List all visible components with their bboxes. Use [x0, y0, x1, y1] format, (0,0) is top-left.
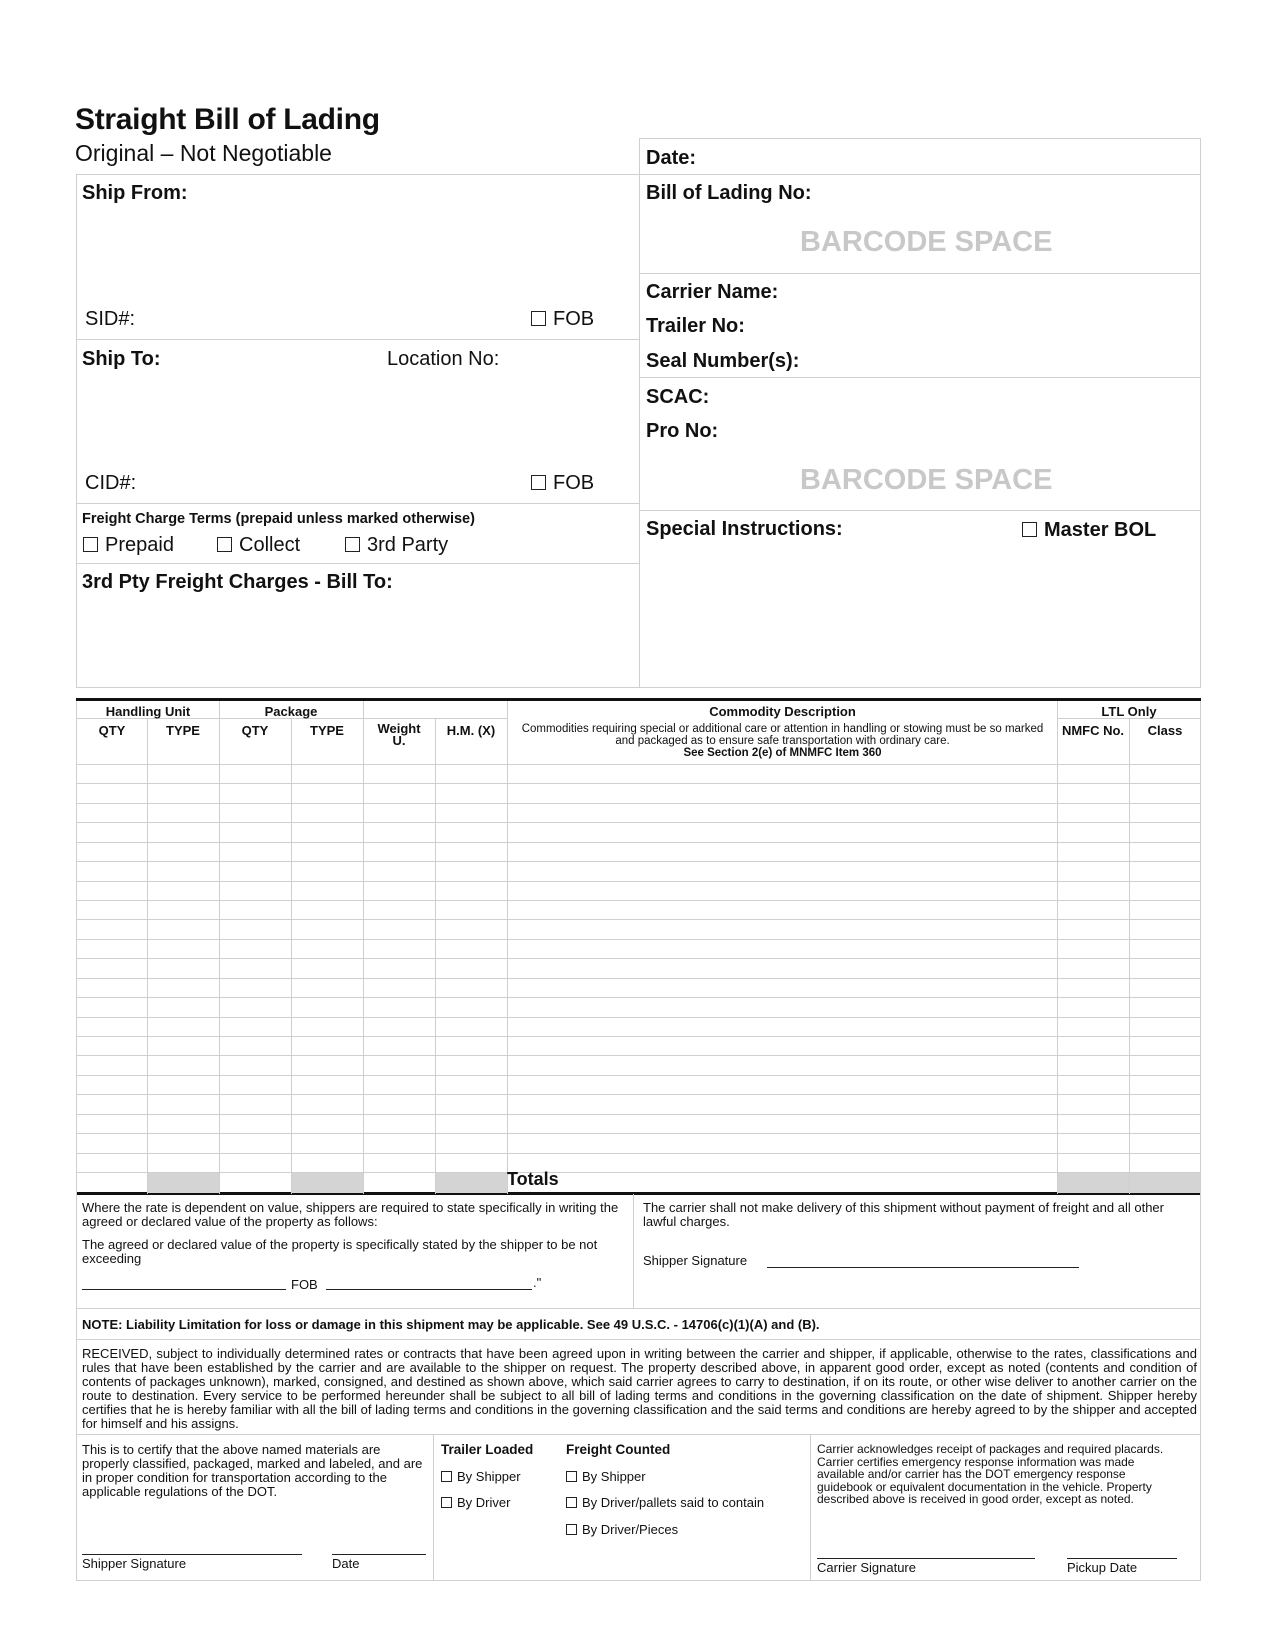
third-party-bill-to-field[interactable]: 3rd Pty Freight Charges - Bill To:	[82, 571, 393, 593]
col-pkg-type: TYPE	[310, 723, 344, 738]
carrier-name-field[interactable]: Carrier Name:	[646, 281, 779, 303]
checkbox-icon[interactable]	[566, 1471, 577, 1482]
date-field[interactable]: Date:	[646, 147, 697, 169]
shipper-signature-label: Shipper Signature	[82, 1556, 187, 1571]
col-hu-type: TYPE	[166, 723, 200, 738]
checkbox-icon[interactable]	[531, 475, 546, 490]
declared-value-text: The agreed or declared value of the property is specifically stated by the shipper to be not exceeding	[82, 1237, 598, 1266]
rate-dependent-text: Where the rate is dependent on value, shippers are required to state specifically in writing the agreed or declared value of the property as follows:	[82, 1200, 619, 1229]
table-row	[76, 783, 1201, 784]
received-terms-text: RECEIVED, subject to individually determined rates or contracts that have been agreed upon in writing between the carrier and shipper, if applicable, otherwise to the rates, classifications and rules that have been established by the carrier and are available to the shipper on request. The property described above, in apparent good order, except as noted (contents and condition of contents of packages unknown), marked, consigned, and destined as shown above, which said carrier agrees to carry to destination, if on its route, or other wise deliver to another carrier on the route to destination. Every service to be performed hereunder shall be subject to all bill of lading terms and conditions in the governing classification on the date of shipment. Shipper hereby certifies that he is hereby familiar with all the bill of lading terms and conditions in the governing classification and the said terms and conditions are hereby agreed to by the shipper and accepted for himself and his assigns.	[82, 1346, 1197, 1431]
header-ltl-only: LTL Only	[1101, 704, 1157, 719]
shipper-signature-label-top: Shipper Signature	[643, 1253, 748, 1268]
shipper-date-line[interactable]	[332, 1554, 426, 1555]
cid-field[interactable]: CID#:	[85, 472, 137, 494]
col-nmfc: NMFC No.	[1061, 723, 1125, 738]
table-row	[76, 1153, 1201, 1154]
fob-checkbox-ship-to[interactable]: FOB	[531, 472, 594, 495]
sid-field[interactable]: SID#:	[85, 308, 136, 330]
totals-shaded-cell	[148, 1172, 219, 1193]
freight-counted-by-driver-pallets[interactable]: By Driver/pallets said to contain	[566, 1496, 764, 1510]
freight-counted-by-shipper[interactable]: By Shipper	[566, 1470, 646, 1484]
checkbox-icon[interactable]	[345, 537, 360, 552]
table-row	[76, 822, 1201, 823]
shipper-signature-line-top[interactable]	[767, 1267, 1079, 1268]
table-row	[76, 1172, 1201, 1173]
ship-from-field[interactable]: Ship From:	[82, 182, 188, 204]
prepaid-checkbox[interactable]: Prepaid	[83, 534, 174, 557]
freight-counted-by-driver-pieces[interactable]: By Driver/Pieces	[566, 1523, 678, 1537]
right-info-panel	[639, 138, 1201, 688]
table-row	[76, 1114, 1201, 1115]
ship-to-field[interactable]: Ship To:	[82, 348, 161, 370]
commodity-table	[76, 698, 1201, 1194]
totals-shaded-cell	[292, 1172, 363, 1193]
fob-value-label: FOB	[291, 1277, 318, 1292]
bol-number-field[interactable]: Bill of Lading No:	[646, 182, 812, 204]
shipper-signature-line[interactable]	[82, 1554, 302, 1555]
table-row	[76, 1094, 1201, 1095]
totals-label: Totals	[507, 1169, 559, 1189]
barcode-placeholder-pro: BARCODE SPACE	[800, 464, 1053, 496]
table-row	[76, 861, 1201, 862]
pro-no-field[interactable]: Pro No:	[646, 420, 719, 442]
certify-text: This is to certify that the above named materials are properly classified, packaged, marked and labeled, and are in proper condition for transportation according to the applicable regulations of the DOT.	[82, 1442, 423, 1499]
header-commodity-description: Commodity Description	[709, 704, 856, 719]
pickup-date-label: Pickup Date	[1067, 1560, 1138, 1575]
freight-counted-label: Freight Counted	[566, 1442, 671, 1457]
special-instructions-field[interactable]: Special Instructions:	[646, 518, 843, 540]
col-weight: Weight U.	[377, 721, 421, 748]
fob-checkbox-ship-from[interactable]: FOB	[531, 308, 594, 331]
pickup-date-line[interactable]	[1067, 1558, 1177, 1559]
left-info-panel	[76, 174, 640, 688]
document-title: Straight Bill of Lading	[75, 103, 380, 136]
shipper-date-label: Date	[332, 1556, 360, 1571]
carrier-acknowledgement-text: Carrier acknowledges receipt of packages and required placards. Carrier certifies emergency response information was made available and/or carrier has the DOT emergency response guidebook or equivalent documentation in the vehicle. Property described above is received in good order, except as noted.	[817, 1442, 1164, 1506]
table-row	[76, 881, 1201, 882]
table-row	[76, 958, 1201, 959]
table-row	[76, 919, 1201, 920]
table-row	[76, 1055, 1201, 1056]
checkbox-icon[interactable]	[1022, 522, 1037, 537]
col-class: Class	[1147, 723, 1183, 738]
master-bol-checkbox[interactable]: Master BOL	[1022, 519, 1156, 542]
trailer-loaded-label: Trailer Loaded	[441, 1442, 534, 1457]
col-hu-qty: QTY	[98, 723, 126, 738]
freight-charge-terms-label: Freight Charge Terms (prepaid unless marked otherwise)	[82, 511, 475, 527]
table-row	[76, 1075, 1201, 1076]
col-pkg-qty: QTY	[241, 723, 269, 738]
header-package: Package	[264, 704, 318, 719]
document-subtitle: Original – Not Negotiable	[75, 140, 332, 166]
carrier-signature-line[interactable]	[817, 1558, 1035, 1559]
table-row	[76, 939, 1201, 940]
checkbox-icon[interactable]	[566, 1497, 577, 1508]
checkbox-icon[interactable]	[217, 537, 232, 552]
checkbox-icon[interactable]	[441, 1497, 452, 1508]
totals-shaded-cell	[436, 1172, 507, 1193]
table-row	[76, 1133, 1201, 1134]
trailer-no-field[interactable]: Trailer No:	[646, 315, 745, 337]
checkbox-icon[interactable]	[566, 1524, 577, 1535]
table-row	[76, 803, 1201, 804]
trailer-loaded-by-shipper[interactable]: By Shipper	[441, 1470, 521, 1484]
location-no-field[interactable]: Location No:	[387, 348, 500, 370]
header-handling-unit: Handling Unit	[105, 704, 191, 719]
table-row	[76, 997, 1201, 998]
declared-value-line[interactable]	[326, 1289, 532, 1290]
carrier-signature-label: Carrier Signature	[817, 1560, 916, 1575]
third-party-checkbox[interactable]: 3rd Party	[345, 534, 448, 557]
carrier-delivery-text: The carrier shall not make delivery of this shipment without payment of freight and all other lawful charges.	[643, 1200, 1164, 1229]
checkbox-icon[interactable]	[531, 311, 546, 326]
checkbox-icon[interactable]	[83, 537, 98, 552]
commodity-note: Commodities requiring special or additional care or attention in handling or stowing must be so marked and packaged as to ensure safe transportation with ordinary care. See Section 2(e) of MNMFC Item 360	[521, 723, 1044, 759]
liability-note: NOTE: Liability Limitation for loss or damage in this shipment may be applicable. See 49 U.S.C. - 14706(c)(1)(A) and (B).	[82, 1317, 820, 1332]
table-row	[76, 1036, 1201, 1037]
trailer-loaded-by-driver[interactable]: By Driver	[441, 1496, 510, 1510]
col-hazmat: H.M. (X)	[446, 723, 496, 738]
table-row	[76, 978, 1201, 979]
scac-field[interactable]: SCAC:	[646, 386, 710, 408]
table-row	[76, 842, 1201, 843]
table-row	[76, 900, 1201, 901]
seal-number-field[interactable]: Seal Number(s):	[646, 350, 800, 372]
barcode-placeholder-bol: BARCODE SPACE	[800, 226, 1053, 258]
collect-checkbox[interactable]: Collect	[217, 534, 300, 557]
table-row	[76, 1017, 1201, 1018]
checkbox-icon[interactable]	[441, 1471, 452, 1482]
